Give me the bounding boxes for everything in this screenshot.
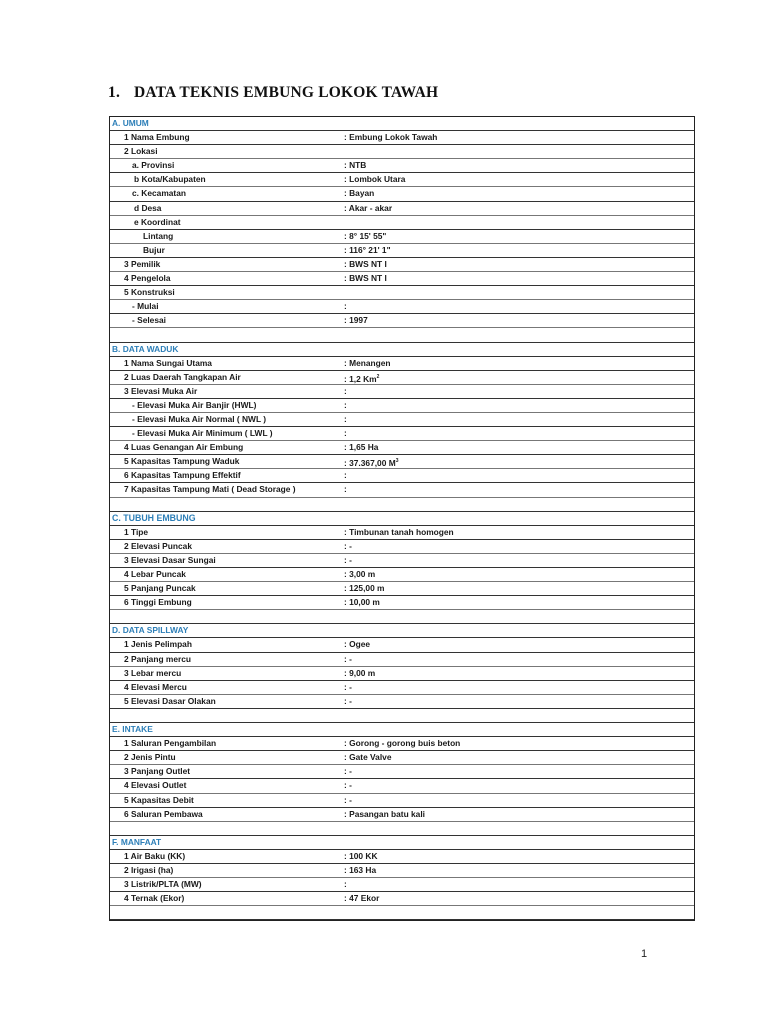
table-row [110,751,694,765]
row-value [344,681,352,694]
row-value [344,455,398,470]
row-value [344,202,392,215]
spacer-row [110,906,694,920]
row-value-text: : 9,00 m [344,667,376,678]
row-value-text: : Gate Valve [344,752,392,763]
table-row [110,653,694,667]
table-row [110,230,694,244]
row-label: 4 Ternak (Ekor) [124,893,185,904]
row-label: 1 Air Baku (KK) [124,850,186,861]
row-value [344,371,379,386]
table-row [110,554,694,568]
table-row [110,695,694,709]
row-label: - Elevasi Muka Air Normal ( NWL ) [132,413,267,424]
row-label: 1 Jenis Pelimpah [124,639,192,650]
row-label: 2 Jenis Pintu [124,752,176,763]
section-heading [110,343,694,357]
table-row [110,808,694,822]
row-label: 2 Irigasi (ha) [124,864,174,875]
row-value [344,131,437,144]
table-row [110,314,694,328]
table-row [110,878,694,892]
table-row [110,371,694,385]
row-label: - Elevasi Muka Air Banjir (HWL) [132,399,257,410]
row-value [344,159,366,172]
table-row [110,681,694,695]
table-row [110,145,694,159]
row-value-text: : Menangen [344,357,391,368]
row-value [344,850,378,863]
spacer-row [110,328,694,342]
section-heading-label: A. UMUM [112,118,149,128]
page-number: 1 [641,948,648,960]
unit-superscript: 3 [395,458,399,465]
row-label: 1 Nama Sungai Utama [124,357,212,368]
row-value [344,230,386,243]
table-row [110,427,694,441]
title-number: 1. [108,84,121,101]
section-heading [110,624,694,638]
row-label: 3 Pemilik [124,258,161,269]
row-label: 6 Tinggi Embung [124,597,192,608]
row-value [344,258,387,271]
row-value [344,765,352,778]
row-value-text: : 37.367,00 M [344,458,396,469]
row-label: 6 Saluran Pembawa [124,808,203,819]
table-row [110,483,694,497]
row-value-text: : 47 Ekor [344,893,380,904]
row-label: 2 Elevasi Puncak [124,540,192,551]
row-label: 2 Luas Daerah Tangkapan Air [124,371,241,382]
table-row [110,173,694,187]
row-value-text: : Bayan [344,188,375,199]
row-label: 3 Listrik/PLTA (MW) [124,879,202,890]
row-value-text: : - [344,540,352,551]
row-value [344,413,347,426]
row-value-text: : 125,00 m [344,583,385,594]
row-value-text: : [344,301,347,312]
row-label: Lintang [143,230,174,241]
row-value [344,568,375,581]
row-value-text: : 3,00 m [344,569,376,579]
table-row [110,357,694,371]
row-label: 3 Lebar mercu [124,667,182,678]
table-row [110,131,694,145]
row-value-text: : Ogee [344,639,371,650]
row-value-text: : - [344,554,352,565]
row-value [344,526,454,539]
row-value [344,667,375,680]
row-label: 3 Elevasi Muka Air [124,385,198,396]
row-value [344,244,391,257]
table-row [110,779,694,793]
row-value [344,794,352,807]
row-value-text: : 1997 [344,315,368,326]
row-value-text: : Lombok Utara [344,174,406,185]
row-value-text: : - [344,653,352,664]
section-heading-label: C. TUBUH EMBUNG [112,512,196,523]
row-value-text: : [344,484,347,495]
row-value-text: : [344,385,347,396]
row-label: d Desa [134,202,162,213]
table-row [110,216,694,230]
table-row [110,413,694,427]
table-row [110,202,694,216]
table-row [110,582,694,596]
row-value-text: : Timbunan tanah homogen [344,526,454,537]
row-value [344,892,379,905]
row-value-text: : [344,413,347,424]
table-row [110,850,694,864]
row-value [344,272,387,285]
row-label: Bujur [143,244,165,255]
table-row [110,286,694,300]
row-value-text: : [344,428,347,439]
row-value [344,554,352,567]
row-label: 4 Elevasi Mercu [124,681,187,692]
row-label: - Selesai [132,315,166,326]
section-heading [110,836,694,850]
table-row [110,568,694,582]
row-value [344,173,405,186]
table-row [110,540,694,554]
row-label: 5 Elevasi Dasar Olakan [124,695,216,706]
row-value-text: : BWS NT I [344,258,387,269]
row-value-text: : - [344,780,352,791]
row-label: - Mulai [132,301,159,312]
row-label: 3 Elevasi Dasar Sungai [124,554,216,565]
document-title [108,84,438,102]
table-row [110,667,694,681]
row-value [344,878,347,891]
row-value [344,385,347,398]
row-label: 7 Kapasitas Tampung Mati ( Dead Storage ) [124,484,296,495]
row-label: b Kota/Kabupaten [134,174,206,185]
row-label: 5 Konstruksi [124,287,175,298]
row-value-text: : 1,65 Ha [344,442,379,453]
row-value-text: : [344,399,347,410]
unit-superscript: 2 [376,373,380,380]
row-label: 6 Kapasitas Tampung Effektif [124,470,241,481]
table-row [110,441,694,455]
row-value [344,596,380,609]
row-label: 1 Saluran Pengambilan [124,738,217,749]
table-row [110,258,694,272]
row-value [344,300,347,313]
row-value-text: : Gorong - gorong buis beton [344,738,461,749]
row-label: 4 Pengelola [124,273,171,284]
row-value-text: : [344,470,347,481]
row-value [344,540,352,553]
table-row [110,596,694,610]
row-label: 4 Lebar Puncak [124,569,186,579]
row-label: 4 Elevasi Outlet [124,780,187,791]
row-label: a. Provinsi [132,160,175,171]
row-value [344,469,347,482]
row-value-text: : - [344,794,352,805]
row-value-text: : 10,00 m [344,597,380,608]
row-label: e Koordinat [134,216,181,227]
table-row [110,244,694,258]
section-heading [110,723,694,737]
row-label: 1 Nama Embung [124,132,190,143]
row-value [344,779,352,792]
row-value [344,427,347,440]
row-label: 1 Tipe [124,526,149,537]
row-value-text: : - [344,681,352,692]
table-row [110,455,694,469]
row-value [344,314,368,327]
row-value [344,751,392,764]
table-row [110,526,694,540]
row-value [344,864,376,877]
row-value-text: : 8° 15' 55" [344,230,387,241]
row-value-text: : 1,2 Km [344,373,377,384]
section-heading-label: E. INTAKE [112,724,153,735]
section-heading [110,512,694,526]
table-row [110,187,694,201]
row-value-text: : 100 KK [344,850,378,861]
table-row [110,385,694,399]
row-value [344,582,385,595]
row-value [344,399,347,412]
row-label: - Elevasi Muka Air Minimum ( LWL ) [132,428,273,439]
section-heading-label: F. MANFAAT [112,836,162,847]
row-value-text: : Pasangan batu kali [344,808,425,819]
row-value-text: : - [344,766,352,777]
row-value-text: : Akar - akar [344,202,393,213]
table-row [110,638,694,652]
section-heading-label: B. DATA WADUK [112,343,179,354]
row-value [344,737,460,750]
row-value-text: : - [344,695,352,706]
data-table [109,116,695,921]
row-value-text: : [344,879,347,890]
row-value [344,187,374,200]
row-value-text: : 116° 21' 1" [344,244,391,255]
spacer-row [110,610,694,624]
table-row [110,159,694,173]
row-label: 4 Luas Genangan Air Embung [124,442,244,453]
row-value [344,808,425,821]
row-value [344,483,347,496]
row-label: 2 Lokasi [124,146,158,157]
spacer-row [110,709,694,723]
row-value [344,638,370,651]
row-value [344,441,378,454]
row-label: 3 Panjang Outlet [124,766,191,777]
spacer-row [110,822,694,836]
row-value [344,695,352,708]
row-value-text: : 163 Ha [344,864,377,875]
row-value-text: : BWS NT I [344,273,387,284]
row-value [344,653,352,666]
row-value-text: : Embung Lokok Tawah [344,132,438,143]
table-row [110,469,694,483]
section-heading-label: D. DATA SPILLWAY [112,625,189,636]
table-row [110,864,694,878]
section-heading [110,117,694,131]
row-value-text: : NTB [344,160,367,171]
table-row [110,794,694,808]
table-row [110,399,694,413]
table-row [110,272,694,286]
row-label: 5 Panjang Puncak [124,583,196,594]
table-row [110,892,694,906]
row-label: 5 Kapasitas Tampung Waduk [124,456,240,467]
row-label: c. Kecamatan [132,188,186,199]
table-row [110,300,694,314]
table-row [110,737,694,751]
row-label: 2 Panjang mercu [124,653,192,664]
spacer-row [110,498,694,512]
row-label: 5 Kapasitas Debit [124,794,194,805]
table-row [110,765,694,779]
title-text: DATA TEKNIS EMBUNG LOKOK TAWAH [134,84,439,101]
row-value [344,357,391,370]
